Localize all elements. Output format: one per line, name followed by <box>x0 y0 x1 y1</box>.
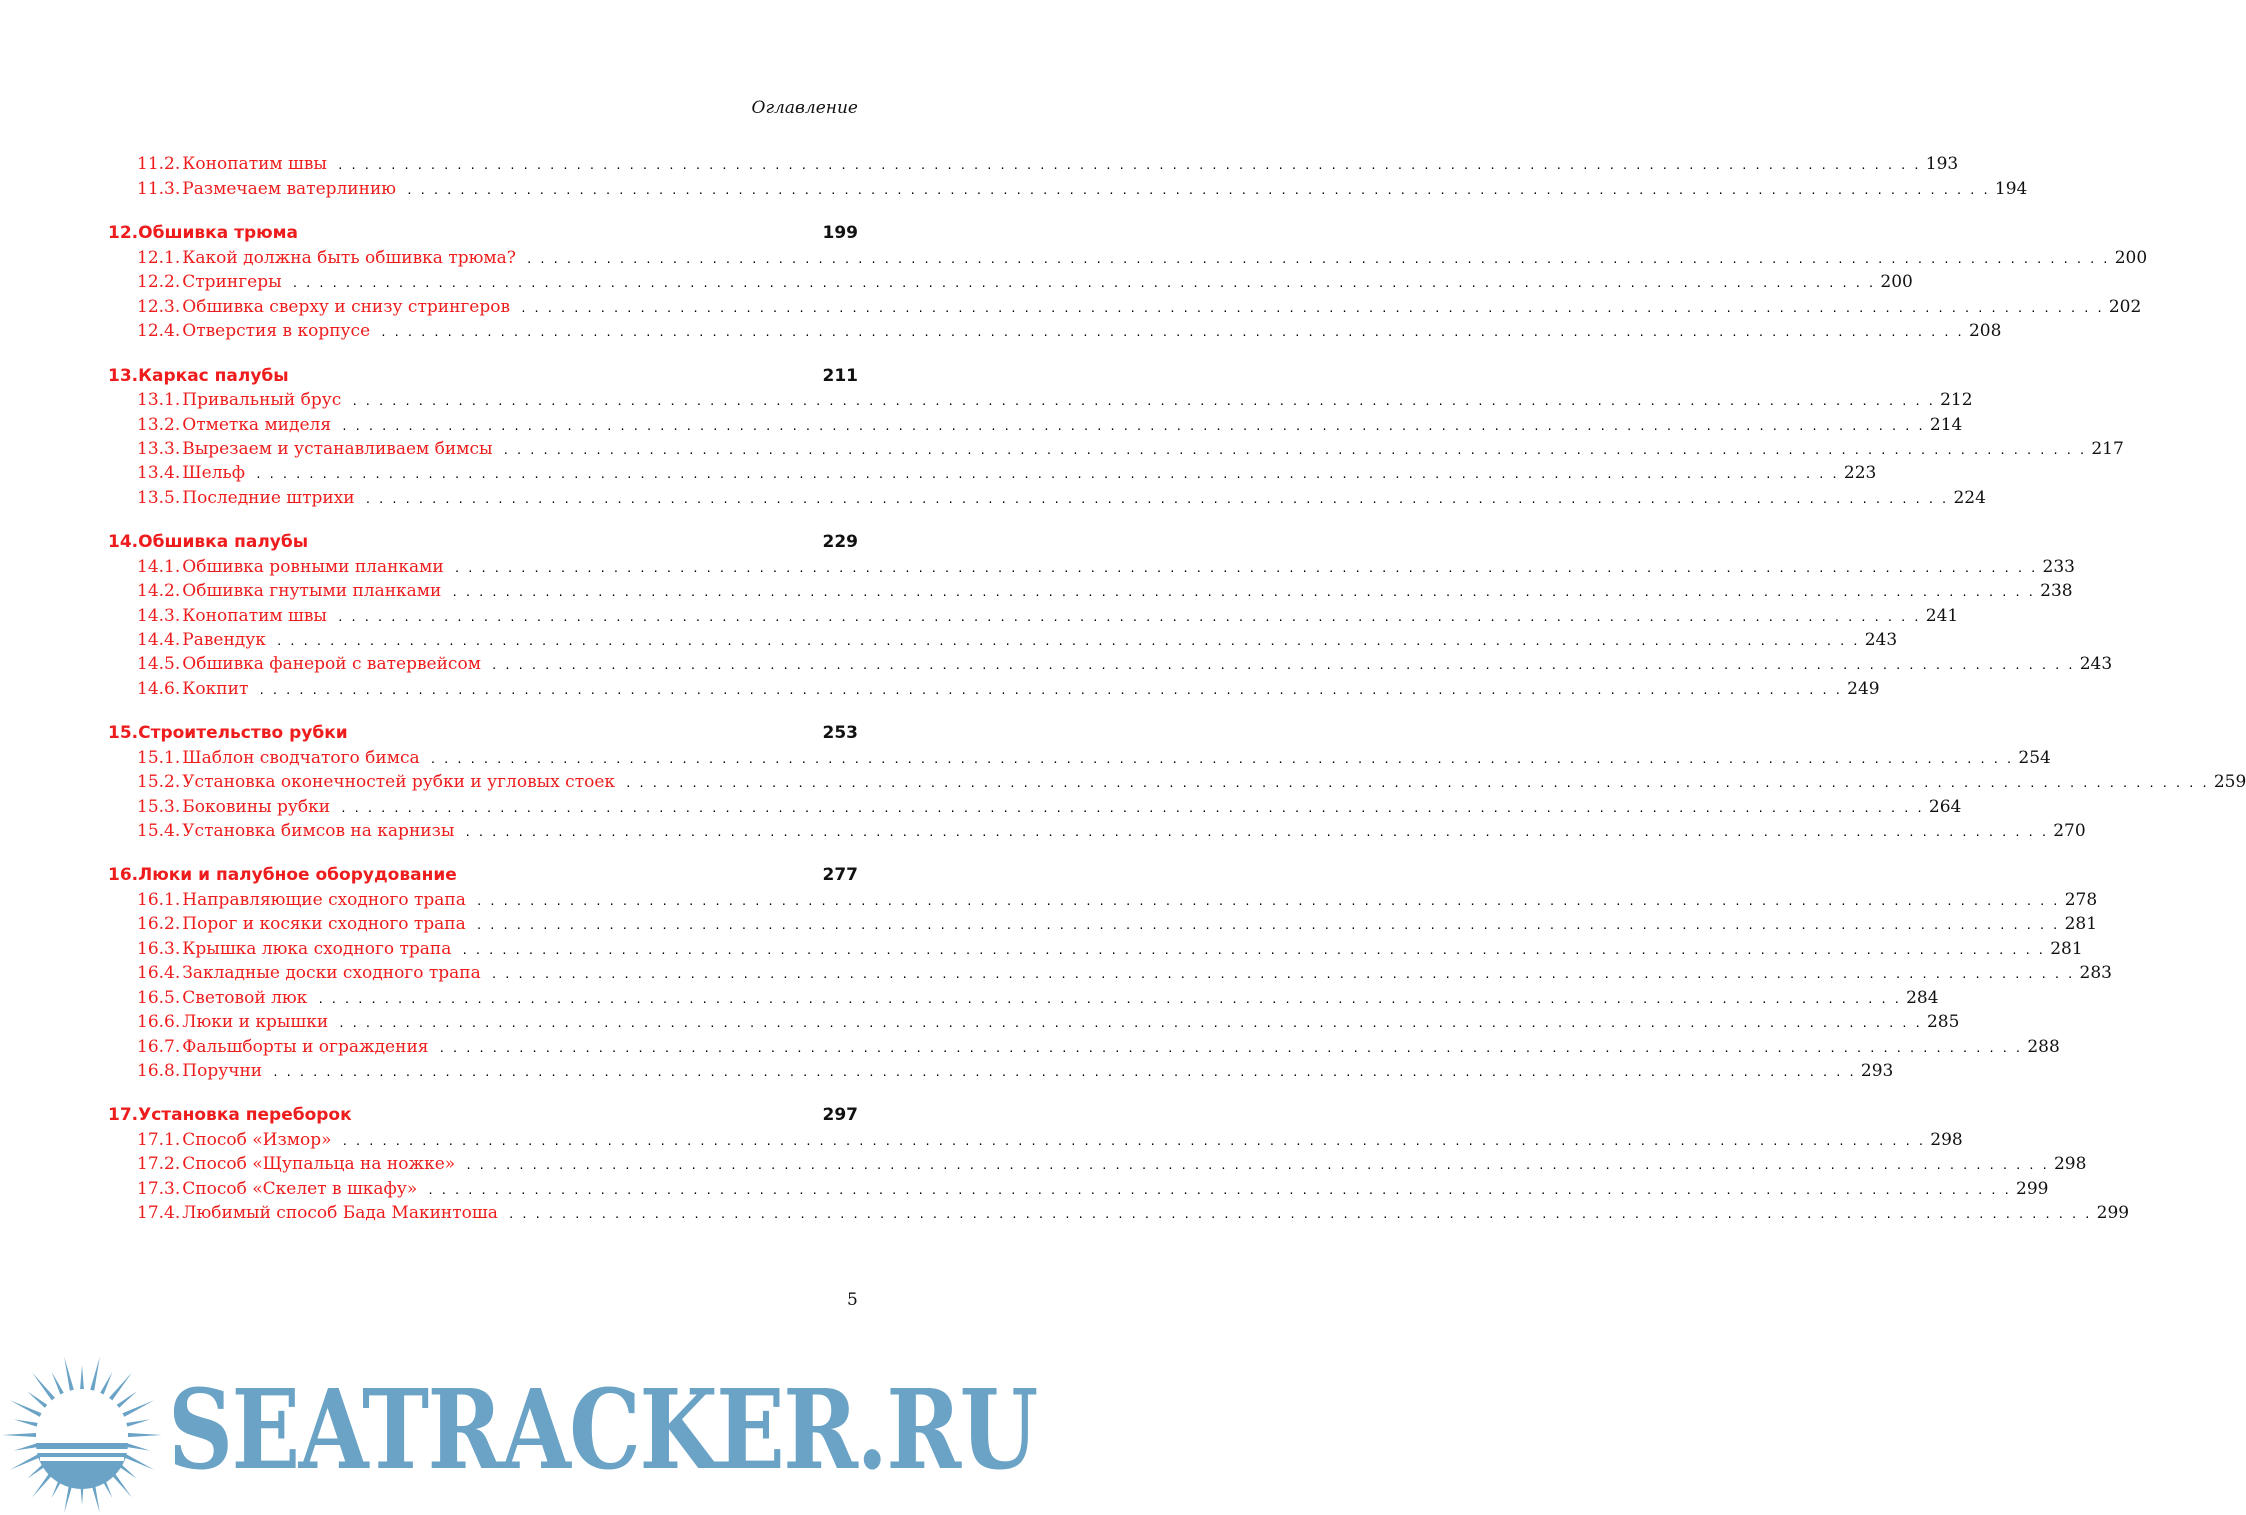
toc-number: 14.3. <box>137 606 181 626</box>
toc-number: 14.4. <box>137 630 181 650</box>
toc-title: Кокпит <box>182 679 249 699</box>
toc-title: Строительство рубки <box>138 723 348 743</box>
dot-leader: . . . . . . . . . . . . . . . . . . . . . . . . . . . . . . . . . . . . . . . . . . . . . . . . . . . . . . . . . . . . . . . . . . . . . . . . . . . . . . . . . . . . . . . . . . . . . . . . . . . . . . . . . . . . . . . . . . . . . . . . <box>461 944 2045 957</box>
toc-number: 16.5. <box>137 988 181 1008</box>
watermark-banner <box>0 1345 1080 1515</box>
toc-title: Любимый способ Бада Макинтоша <box>182 1203 498 1223</box>
toc-page: 229 <box>822 532 858 552</box>
toc-number: 17.3. <box>137 1179 181 1199</box>
toc-title: Каркас палубы <box>138 366 289 386</box>
toc-page: 233 <box>2042 557 2075 577</box>
dot-leader: . . . . . . . . . . . . . . . . . . . . . . . . . . . . . . . . . . . . . . . . . . . . . . . . . . . . . . . . . . . . . . . . . . . . . . . . . . . . . . . . . . . . . . . . . . . . . . . . . . . . . . . . . . . . . . . . . . . . . . . . <box>272 1066 1855 1079</box>
toc-page: 200 <box>1880 272 1913 292</box>
toc-number: 12.4. <box>137 321 181 341</box>
toc-page: 243 <box>2079 654 2113 674</box>
toc-page: 224 <box>1953 488 1986 508</box>
dot-leader: . . . . . . . . . . . . . . . . . . . . . . . . . . . . . . . . . . . . . . . . . . . . . . . . . . . . . . . . . . . . . . . . . . . . . . . . . . . . . . . . . . . . . . . . . . . . . . . . . . . . . . . . . . . . . . . . . . . . . . . . <box>406 184 1989 197</box>
toc-entry[interactable] <box>108 415 1963 439</box>
toc-page: 283 <box>2079 963 2112 983</box>
dot-leader: . . . . . . . . . . . . . . . . . . . . . . . . . . . . . . . . . . . . . . . . . . . . . . . . . . . . . . . . . . . . . . . . . . . . . . . . . . . . . . . . . . . . . . . . . . . . . . . . . . . . . . . . . . . . . . . . . . . . . . . . <box>291 277 1875 290</box>
toc-title: Стрингеры <box>182 272 282 292</box>
dot-leader: . . . . . . . . . . . . . . . . . . . . . . . . . . . . . . . . . . . . . . . . . . . . . . . . . . . . . . . . . . . . . . . . . . . . . . . . . . . . . . . . . . . . . . . . . . . . . . . . . . . . . . . . . . . . . . . . . . . . . . . . <box>453 562 2037 575</box>
toc-entry[interactable] <box>108 606 1959 630</box>
toc-title: Обшивка фанерой с ватервейсом <box>182 654 481 674</box>
toc-page: 238 <box>2040 581 2073 601</box>
toc-entry[interactable] <box>108 988 1939 1012</box>
toc-number: 16.3. <box>137 939 181 959</box>
toc-page: 299 <box>2016 1179 2049 1199</box>
toc-title: Обшивка трюма <box>138 223 299 243</box>
dot-leader: . . . . . . . . . . . . . . . . . . . . . . . . . . . . . . . . . . . . . . . . . . . . . . . . . . . . . . . . . . . . . . . . . . . . . . . . . . . . . . . . . . . . . . . . . . . . . . . . . . . . . . . . . . . . . . . . . . . . . . . . <box>338 1017 1921 1030</box>
toc-entry[interactable] <box>108 248 2148 272</box>
toc-number: 13.4. <box>137 463 181 483</box>
toc-number: 14.6. <box>137 679 181 699</box>
toc-number: 11.2. <box>137 154 181 174</box>
toc-page: 293 <box>1860 1061 1894 1081</box>
toc-title: Фальшборты и ограждения <box>182 1037 429 1057</box>
toc-title: Шельф <box>182 463 246 483</box>
toc-page: 194 <box>1994 179 2028 199</box>
dot-leader: . . . . . . . . . . . . . . . . . . . . . . . . . . . . . . . . . . . . . . . . . . . . . . . . . . . . . . . . . . . . . . . . . . . . . . . . . . . . . . . . . . . . . . . . . . . . . . . . . . . . . . . . . . . . . . . . . . . . . . . . <box>490 968 2074 981</box>
toc-number: 12.1. <box>137 248 181 268</box>
toc-entry[interactable] <box>108 914 2098 938</box>
dot-leader: . . . . . . . . . . . . . . . . . . . . . . . . . . . . . . . . . . . . . . . . . . . . . . . . . . . . . . . . . . . . . . . . . . . . . . . . . . . . . . . . . . . . . . . . . . . . . . . . . . . . . . . . . . . . . . . . . . . . . . . . <box>507 1208 2091 1221</box>
toc-page: 278 <box>2064 890 2098 910</box>
toc-page: 212 <box>1940 390 1973 410</box>
toc-number: 17.4. <box>137 1203 181 1223</box>
dot-leader: . . . . . . . . . . . . . . . . . . . . . . . . . . . . . . . . . . . . . . . . . . . . . . . . . . . . . . . . . . . . . . . . . . . . . . . . . . . . . . . . . . . . . . . . . . . . . . . . . . . . . . . . . . . . . . . . . . . . . . . . <box>429 753 2013 766</box>
dot-leader: . . . . . . . . . . . . . . . . . . . . . . . . . . . . . . . . . . . . . . . . . . . . . . . . . . . . . . . . . . . . . . . . . . . . . . . . . . . . . . . . . . . . . . . . . . . . . . . . . . . . . . . . . . . . . . . . . . . . . . . . <box>525 253 2109 266</box>
toc-entry[interactable] <box>108 154 1959 178</box>
toc-page: 264 <box>1928 797 1962 817</box>
toc-entry[interactable] <box>108 463 1877 487</box>
toc-title: Поручни <box>182 1061 263 1081</box>
toc-title: Вырезаем и устанавливаем бимсы <box>182 439 493 459</box>
toc-entry[interactable] <box>108 679 1880 703</box>
dot-leader: . . . . . . . . . . . . . . . . . . . . . . . . . . . . . . . . . . . . . . . . . . . . . . . . . . . . . . . . . . . . . . . . . . . . . . . . . . . . . . . . . . . . . . . . . . . . . . . . . . . . . . . . . . . . . . . . . . . . . . . . <box>336 159 1920 172</box>
toc-page: 281 <box>2050 939 2083 959</box>
toc-title: Установка бимсов на карнизы <box>182 821 455 841</box>
toc-title: Способ «Щупальца на ножке» <box>182 1154 456 1174</box>
toc-title: Обшивка гнутыми планками <box>182 581 442 601</box>
toc-number: 14.2. <box>137 581 181 601</box>
toc-entry[interactable] <box>108 797 1962 821</box>
toc-entry[interactable] <box>108 179 2028 203</box>
toc-number: 12. <box>108 223 139 243</box>
toc-number: 15.3. <box>137 797 181 817</box>
toc-number: 16.2. <box>137 914 181 934</box>
toc-entry[interactable] <box>108 630 1898 654</box>
toc-entry[interactable] <box>108 890 2098 914</box>
dot-leader: . . . . . . . . . . . . . . . . . . . . . . . . . . . . . . . . . . . . . . . . . . . . . . . . . . . . . . . . . . . . . . . . . . . . . . . . . . . . . . . . . . . . . . . . . . . . . . . . . . . . . . . . . . . . . . . . . . . . . . . . <box>364 493 1948 506</box>
toc-entry[interactable] <box>108 297 2142 321</box>
toc-chapter[interactable] <box>108 223 858 247</box>
dot-leader: . . . . . . . . . . . . . . . . . . . . . . . . . . . . . . . . . . . . . . . . . . . . . . . . . . . . . . . . . . . . . . . . . . . . . . . . . . . . . . . . . . . . . . . . . . . . . . . . . . . . . . . . . . . . . . . . . . . . . . . . <box>317 993 1901 1006</box>
toc-title: Закладные доски сходного трапа <box>182 963 481 983</box>
toc-title: Шаблон сводчатого бимса <box>182 748 420 768</box>
toc-number: 16. <box>108 865 139 885</box>
dot-leader: . . . . . . . . . . . . . . . . . . . . . . . . . . . . . . . . . . . . . . . . . . . . . . . . . . . . . . . . . . . . . . . . . . . . . . . . . . . . . . . . . . . . . . . . . . . . . . . . . . . . . . . . . . . . . . . . . . . . . . . . <box>340 802 1923 815</box>
toc-page: 281 <box>2064 914 2098 934</box>
toc-page: 299 <box>2096 1203 2130 1223</box>
dot-leader: . . . . . . . . . . . . . . . . . . . . . . . . . . . . . . . . . . . . . . . . . . . . . . . . . . . . . . . . . . . . . . . . . . . . . . . . . . . . . . . . . . . . . . . . . . . . . . . . . . . . . . . . . . . . . . . . . . . . . . . . <box>475 919 2059 932</box>
toc-entry[interactable] <box>108 772 2246 796</box>
dot-leader: . . . . . . . . . . . . . . . . . . . . . . . . . . . . . . . . . . . . . . . . . . . . . . . . . . . . . . . . . . . . . . . . . . . . . . . . . . . . . . . . . . . . . . . . . . . . . . . . . . . . . . . . . . . . . . . . . . . . . . . . <box>275 635 1859 648</box>
toc-chapter[interactable] <box>108 532 858 556</box>
toc-chapter[interactable] <box>108 723 858 747</box>
toc-title: Крышка люка сходного трапа <box>182 939 452 959</box>
toc-title: Размечаем ватерлинию <box>182 179 397 199</box>
toc-title: Обшивка сверху и снизу стрингеров <box>182 297 511 317</box>
toc-page: 243 <box>1864 630 1898 650</box>
dot-leader: . . . . . . . . . . . . . . . . . . . . . . . . . . . . . . . . . . . . . . . . . . . . . . . . . . . . . . . . . . . . . . . . . . . . . . . . . . . . . . . . . . . . . . . . . . . . . . . . . . . . . . . . . . . . . . . . . . . . . . . . <box>380 326 1963 339</box>
dot-leader: . . . . . . . . . . . . . . . . . . . . . . . . . . . . . . . . . . . . . . . . . . . . . . . . . . . . . . . . . . . . . . . . . . . . . . . . . . . . . . . . . . . . . . . . . . . . . . . . . . . . . . . . . . . . . . . . . . . . . . . . <box>520 302 2103 315</box>
toc-number: 12.3. <box>137 297 181 317</box>
toc-page: 297 <box>822 1105 858 1125</box>
toc-title: Конопатим швы <box>182 606 327 626</box>
toc-page: 288 <box>2027 1037 2060 1057</box>
toc-title: Люки и палубное оборудование <box>138 865 457 885</box>
toc-number: 15.2. <box>137 772 181 792</box>
toc-entry[interactable] <box>108 321 2002 345</box>
toc-number: 15. <box>108 723 139 743</box>
dot-leader: . . . . . . . . . . . . . . . . . . . . . . . . . . . . . . . . . . . . . . . . . . . . . . . . . . . . . . . . . . . . . . . . . . . . . . . . . . . . . . . . . . . . . . . . . . . . . . . . . . . . . . . . . . . . . . . . . . . . . . . . <box>490 659 2074 672</box>
toc-title: Отверстия в корпусе <box>182 321 371 341</box>
toc-entry[interactable] <box>108 439 2124 463</box>
toc-title: Последние штрихи <box>182 488 355 508</box>
toc-title: Какой должна быть обшивка трюма? <box>182 248 516 268</box>
dot-leader: . . . . . . . . . . . . . . . . . . . . . . . . . . . . . . . . . . . . . . . . . . . . . . . . . . . . . . . . . . . . . . . . . . . . . . . . . . . . . . . . . . . . . . . . . . . . . . . . . . . . . . . . . . . . . . . . . . . . . . . . <box>351 395 1935 408</box>
toc-entry[interactable] <box>108 1012 1960 1036</box>
toc-title: Направляющие сходного трапа <box>182 890 466 910</box>
toc-number: 11.3. <box>137 179 181 199</box>
toc-number: 13.5. <box>137 488 181 508</box>
toc-page: 254 <box>2018 748 2051 768</box>
toc-chapter[interactable] <box>108 366 858 390</box>
toc-entry[interactable] <box>108 1130 1963 1154</box>
toc-number: 17. <box>108 1105 139 1125</box>
toc-number: 16.4. <box>137 963 181 983</box>
toc-entry[interactable] <box>108 1203 2130 1227</box>
toc-title: Привальный брус <box>182 390 342 410</box>
toc-entry[interactable] <box>108 581 2073 605</box>
toc-title: Установка оконечностей рубки и угловых стоек <box>182 772 616 792</box>
toc-title: Отметка миделя <box>182 415 332 435</box>
toc-number: 16.6. <box>137 1012 181 1032</box>
dot-leader: . . . . . . . . . . . . . . . . . . . . . . . . . . . . . . . . . . . . . . . . . . . . . . . . . . . . . . . . . . . . . . . . . . . . . . . . . . . . . . . . . . . . . . . . . . . . . . . . . . . . . . . . . . . . . . . . . . . . . . . . <box>464 826 2048 839</box>
toc-number: 13. <box>108 366 139 386</box>
toc-number: 17.1. <box>137 1130 181 1150</box>
running-title: Оглавление <box>751 98 858 118</box>
toc-entry[interactable] <box>108 821 2086 845</box>
toc-number: 16.1. <box>137 890 181 910</box>
toc-chapter[interactable] <box>108 865 858 889</box>
toc-number: 12.2. <box>137 272 181 292</box>
toc-title: Люки и крышки <box>182 1012 329 1032</box>
toc-page: 298 <box>1930 1130 1963 1150</box>
watermark-text: SEATRACKER.RU <box>168 1365 1037 1494</box>
toc-number: 13.2. <box>137 415 181 435</box>
toc-page: 193 <box>1925 154 1959 174</box>
toc-page: 211 <box>822 366 858 386</box>
dot-leader: . . . . . . . . . . . . . . . . . . . . . . . . . . . . . . . . . . . . . . . . . . . . . . . . . . . . . . . . . . . . . . . . . . . . . . . . . . . . . . . . . . . . . . . . . . . . . . . . . . . . . . . . . . . . . . . . . . . . . . . . <box>502 444 2086 457</box>
toc-page: 270 <box>2053 821 2086 841</box>
toc-page: 285 <box>1926 1012 1960 1032</box>
dot-leader: . . . . . . . . . . . . . . . . . . . . . . . . . . . . . . . . . . . . . . . . . . . . . . . . . . . . . . . . . . . . . . . . . . . . . . . . . . . . . . . . . . . . . . . . . . . . . . . . . . . . . . . . . . . . . . . . . . . . . . . . <box>258 684 1842 697</box>
toc-number: 13.3. <box>137 439 181 459</box>
toc-entry[interactable] <box>108 1037 2060 1061</box>
dot-leader: . . . . . . . . . . . . . . . . . . . . . . . . . . . . . . . . . . . . . . . . . . . . . . . . . . . . . . . . . . . . . . . . . . . . . . . . . . . . . . . . . . . . . . . . . . . . . . . . . . . . . . . . . . . . . . . . . . . . . . . . <box>341 1135 1925 1148</box>
dot-leader: . . . . . . . . . . . . . . . . . . . . . . . . . . . . . . . . . . . . . . . . . . . . . . . . . . . . . . . . . . . . . . . . . . . . . . . . . . . . . . . . . . . . . . . . . . . . . . . . . . . . . . . . . . . . . . . . . . . . . . . . <box>625 777 2208 790</box>
dot-leader: . . . . . . . . . . . . . . . . . . . . . . . . . . . . . . . . . . . . . . . . . . . . . . . . . . . . . . . . . . . . . . . . . . . . . . . . . . . . . . . . . . . . . . . . . . . . . . . . . . . . . . . . . . . . . . . . . . . . . . . . <box>438 1042 2022 1055</box>
toc-entry[interactable] <box>108 488 1986 512</box>
toc-title: Конопатим швы <box>182 154 327 174</box>
toc-page: 253 <box>822 723 858 743</box>
toc-number: 17.2. <box>137 1154 181 1174</box>
toc-entry[interactable] <box>108 1061 1894 1085</box>
toc-title: Световой люк <box>182 988 308 1008</box>
sun-logo-icon <box>0 1353 170 1513</box>
toc-number: 14.1. <box>137 557 181 577</box>
toc-title: Способ «Измор» <box>182 1130 332 1150</box>
toc-page: 217 <box>2091 439 2124 459</box>
toc-title: Равендук <box>182 630 266 650</box>
toc-title: Порог и косяки сходного трапа <box>182 914 466 934</box>
dot-leader: . . . . . . . . . . . . . . . . . . . . . . . . . . . . . . . . . . . . . . . . . . . . . . . . . . . . . . . . . . . . . . . . . . . . . . . . . . . . . . . . . . . . . . . . . . . . . . . . . . . . . . . . . . . . . . . . . . . . . . . . <box>427 1184 2011 1197</box>
toc-page: 259 <box>2213 772 2246 792</box>
toc-page: 298 <box>2053 1154 2087 1174</box>
dot-leader: . . . . . . . . . . . . . . . . . . . . . . . . . . . . . . . . . . . . . . . . . . . . . . . . . . . . . . . . . . . . . . . . . . . . . . . . . . . . . . . . . . . . . . . . . . . . . . . . . . . . . . . . . . . . . . . . . . . . . . . . <box>451 586 2035 599</box>
dot-leader: . . . . . . . . . . . . . . . . . . . . . . . . . . . . . . . . . . . . . . . . . . . . . . . . . . . . . . . . . . . . . . . . . . . . . . . . . . . . . . . . . . . . . . . . . . . . . . . . . . . . . . . . . . . . . . . . . . . . . . . . <box>255 468 1838 481</box>
toc-entry[interactable] <box>108 272 1913 296</box>
toc-number: 13.1. <box>137 390 181 410</box>
toc-title: Способ «Скелет в шкафу» <box>182 1179 418 1199</box>
toc-number: 14.5. <box>137 654 181 674</box>
toc-entry[interactable] <box>108 557 2075 581</box>
toc-number: 15.1. <box>137 748 181 768</box>
toc-page: 223 <box>1843 463 1877 483</box>
toc-page: 202 <box>2108 297 2142 317</box>
toc-page: 199 <box>822 223 858 243</box>
toc-number: 15.4. <box>137 821 181 841</box>
toc-page: 249 <box>1847 679 1880 699</box>
toc-chapter[interactable] <box>108 1105 858 1129</box>
toc-entry[interactable] <box>108 939 2083 963</box>
toc-title: Установка переборок <box>138 1105 352 1125</box>
toc-page: 277 <box>822 865 858 885</box>
toc-entry[interactable] <box>108 748 2051 772</box>
toc-page: 284 <box>1906 988 1939 1008</box>
toc-entry[interactable] <box>108 1154 2087 1178</box>
toc-number: 16.8. <box>137 1061 181 1081</box>
toc-entry[interactable] <box>108 1179 2049 1203</box>
toc-page: 200 <box>2114 248 2148 268</box>
dot-leader: . . . . . . . . . . . . . . . . . . . . . . . . . . . . . . . . . . . . . . . . . . . . . . . . . . . . . . . . . . . . . . . . . . . . . . . . . . . . . . . . . . . . . . . . . . . . . . . . . . . . . . . . . . . . . . . . . . . . . . . . <box>475 895 2059 908</box>
toc-entry[interactable] <box>108 390 1973 414</box>
toc-number: 16.7. <box>137 1037 181 1057</box>
toc-number: 14. <box>108 532 139 552</box>
dot-leader: . . . . . . . . . . . . . . . . . . . . . . . . . . . . . . . . . . . . . . . . . . . . . . . . . . . . . . . . . . . . . . . . . . . . . . . . . . . . . . . . . . . . . . . . . . . . . . . . . . . . . . . . . . . . . . . . . . . . . . . . <box>465 1159 2048 1172</box>
toc-entry[interactable] <box>108 654 2113 678</box>
dot-leader: . . . . . . . . . . . . . . . . . . . . . . . . . . . . . . . . . . . . . . . . . . . . . . . . . . . . . . . . . . . . . . . . . . . . . . . . . . . . . . . . . . . . . . . . . . . . . . . . . . . . . . . . . . . . . . . . . . . . . . . . <box>336 611 1920 624</box>
toc-page: 214 <box>1929 415 1963 435</box>
toc-title: Обшивка палубы <box>138 532 309 552</box>
toc-entry[interactable] <box>108 963 2112 987</box>
toc-page: 241 <box>1925 606 1959 626</box>
toc-page: 208 <box>1968 321 2002 341</box>
dot-leader: . . . . . . . . . . . . . . . . . . . . . . . . . . . . . . . . . . . . . . . . . . . . . . . . . . . . . . . . . . . . . . . . . . . . . . . . . . . . . . . . . . . . . . . . . . . . . . . . . . . . . . . . . . . . . . . . . . . . . . . . <box>341 420 1924 433</box>
page-number: 5 <box>847 1290 858 1310</box>
toc-title: Боковины рубки <box>182 797 331 817</box>
toc-title: Обшивка ровными планками <box>182 557 444 577</box>
